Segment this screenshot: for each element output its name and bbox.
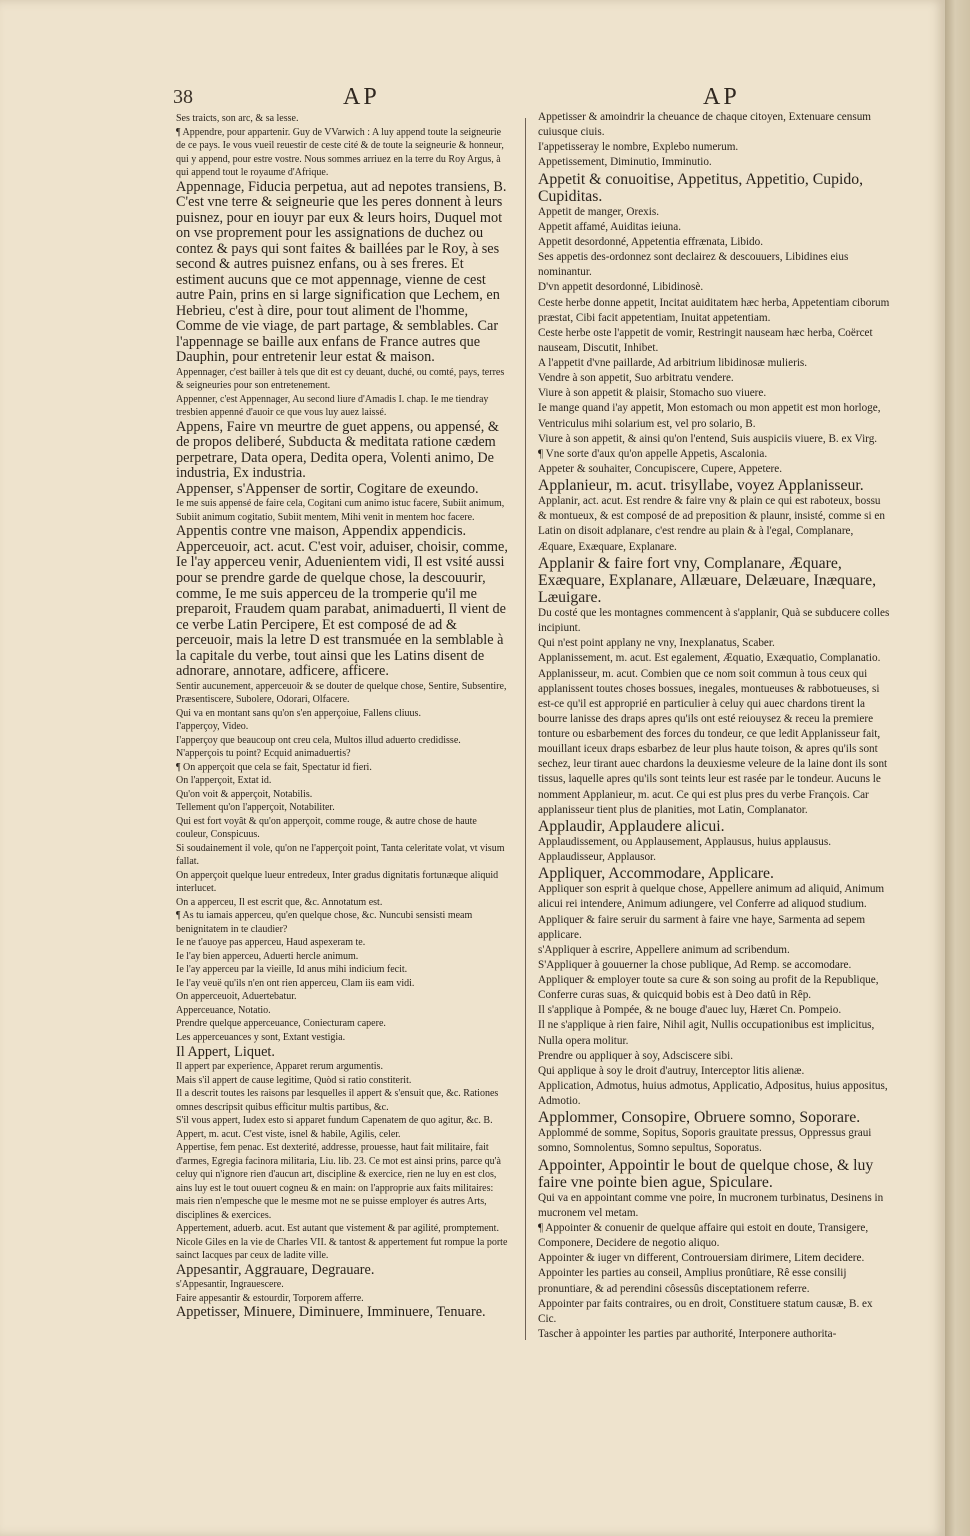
dictionary-entry: Prendre quelque apperceuance, Coniecturam capere. <box>176 1018 386 1030</box>
dictionary-entry: Ie l'ay apperceu par la vieille, Id anus mihi indicium fecit. <box>176 964 408 976</box>
running-head-left: AP <box>343 84 380 110</box>
dictionary-entry: Appetit affamé, Auiditas ieiuna. <box>538 220 682 233</box>
dictionary-entry: Appointer les parties au conseil, Amplius pronûtiare, Rê esse consilij pronuntiare, & ad perendini côsessûs disceptationem referre. <box>538 1267 847 1295</box>
dictionary-entry: D'vn appetit desordonné, Libidinosè. <box>538 281 704 294</box>
left-column <box>176 112 510 1321</box>
dictionary-entry: On l'apperçoit, Extat id. <box>176 775 272 787</box>
dictionary-entry: Appenner, c'est Appennager, Au second liure d'Amadis I. chap. Ie me tiendray tresbien appenné d'auoir ce que vous luy auez laissé. <box>176 393 489 419</box>
dictionary-entry: Mais s'il appert de cause legitime, Quòd si ratio constiterit. <box>176 1074 412 1086</box>
dictionary-entry: Ie l'ay veuë qu'ils n'en ont rien apperceu, Clam iis eam vidi. <box>176 977 415 989</box>
dictionary-entry: Sentir aucunement, apperceuoir & se douter de quelque chose, Sentire, Subsentire, Præsentiscere, Subolere, Odorari, Olfacere. <box>176 680 507 706</box>
dictionary-entry: Ses traicts, son arc, & sa lesse. <box>176 113 299 124</box>
dictionary-entry: Qui n'est point applany ne vny, Inexplanatus, Scaber. <box>538 637 775 650</box>
dictionary-entry: Faire appesantir & estourdir, Torporem afferre. <box>176 1292 364 1304</box>
dictionary-entry: s'Appliquer à escrire, Appellere animum ad scribendum. <box>538 943 790 956</box>
dictionary-entry: Appetit & conuoitise, Appetitus, Appetitio, Cupido, Cupiditas. <box>538 170 864 205</box>
dictionary-entry: Applommer, Consopire, Obruere somno, Soporare. <box>538 1109 861 1127</box>
dictionary-entry: Appennager, c'est bailler à tels que dit est cy deuant, duché, ou comté, pays, terres & seigneuries pour son entretenement. <box>176 366 505 392</box>
dictionary-entry: Ceste herbe donne appetit, Incitat auiditatem hæc herba, Appetentiam ciborum præstat, Cibi facit appetentiam, Inuitat appetentiam. <box>538 296 890 324</box>
dictionary-entry: Appentis contre vne maison, Appendix appendicis. <box>176 523 467 540</box>
dictionary-entry: Appennage, Fiducia perpetua, aut ad nepotes transiens, B. C'est vne terre & seigneurie que les peres donnent à leurs puisnez, pour en iouyr par eux & leurs hoirs, Duquel mot on vse proprement pour les assignations de duchez ou contez & pays qui sont faites & baillées par le Roy, à ses second & autres puisnez enfans, ou à ses freres. Et estiment aucuns que ce mot appennage, vienne de cest autre Pain, prins en si large signification que Lechem, en Hebrieu, c'est à dire, pour tout aliment de l'homme, Comme de vie viage, de part partage, & semblables. Car l'appennage se baille aux enfans de France autres que Dauphin, pour entretenir leur estat & maison. <box>176 178 507 366</box>
page-edge <box>945 0 970 1536</box>
dictionary-entry: Il appert par experience, Apparet rerum argumentis. <box>176 1061 383 1073</box>
dictionary-entry: Appens, Faire vn meurtre de guet appens, ou appensé, & de propos deliberé, Subducta & meditata ratione cædem perpetrare, Data opera, Dedita opera, Volenti animo, De industria, Ex industria. <box>176 418 499 482</box>
dictionary-entry: Appliquer, Accommodare, Applicare. <box>538 865 774 883</box>
dictionary-entry: Ceste herbe oste l'appetit de vomir, Restringit nauseam hæc herba, Coërcet nauseam, Discutit, Inhibet. <box>538 326 873 354</box>
dictionary-entry: Appesantir, Aggrauare, Degrauare. <box>176 1261 375 1278</box>
dictionary-entry: Du costé que les montagnes commencent à s'applanir, Quà se subducere colles incipiunt. <box>538 607 890 635</box>
dictionary-entry: Viure à son appetit & plaisir, Stomacho suo viuere. <box>538 387 767 400</box>
dictionary-entry: Ie mange quand i'ay appetit, Mon estomach ou mon appetit est mon horloge, Ventriculus mihi solarium est, vel pro solario, B. <box>538 402 881 430</box>
dictionary-entry: Appointer & iuger vn different, Controuersiam dirimere, Litem decidere. <box>538 1252 865 1265</box>
dictionary-entry: Ie ne t'auoye pas apperceu, Haud aspexeram te. <box>176 937 366 949</box>
dictionary-entry: Tellement qu'on l'apperçoit, Notabiliter. <box>176 802 335 814</box>
dictionary-entry: Qui est fort voyât & qu'on apperçoit, comme rouge, & autre chose de haute couleur, Conspicuus. <box>176 815 477 841</box>
dictionary-entry: Qu'on voit & apperçoit, Notabilis. <box>176 788 313 800</box>
dictionary-entry: Qui va en appointant comme vne poire, In mucronem turbinatus, Desinens in mucronem vel metam. <box>538 1191 884 1219</box>
dictionary-entry: Applommé de somme, Sopitus, Soporis grauitate pressus, Oppressus graui somno, Somnolentus, Somno sepultus, Soporatus. <box>538 1127 872 1155</box>
dictionary-entry: Appertement, aduerb. acut. Est autant que vistement & par agilité, promptement. Nicole Giles en la vie de Charles VII. & tantost & appertement fut rompue la porte sainct Iacques par ceux de ladite ville. <box>176 1223 508 1262</box>
page-number: 38 <box>173 86 193 108</box>
dictionary-entry: I'apperçoy, Video. <box>176 721 249 733</box>
dictionary-entry: Applanissement, m. acut. Est egalement, Æquatio, Exæquatio, Complanatio. <box>538 652 881 665</box>
dictionary-entry: Tascher à appointer les parties par authorité, Interponere authorita- <box>538 1327 837 1340</box>
column-rule <box>525 118 526 1340</box>
dictionary-entry: Applanieur, m. acut. trisyllabe, voyez Applanisseur. <box>538 477 864 494</box>
dictionary-entry: S'il vous appert, Iudex esto si apparet fundum Capenatem de quo agitur, &c. B. <box>176 1115 493 1127</box>
dictionary-entry: Qui applique à soy le droit d'autruy, Interceptor litis alienæ. <box>538 1064 805 1077</box>
dictionary-entry: Appliquer & employer toute sa cure & son soing au profit de la Republique, Conferre curas suas, & quicquid bobis est à Deo datû in Rêp. <box>538 974 879 1002</box>
dictionary-entry: Appetit de manger, Orexis. <box>538 205 660 218</box>
dictionary-entry: Les apperceuances y sont, Extant vestigia. <box>176 1032 346 1043</box>
dictionary-entry: Applaudissement, ou Applausement, Applausus, huius applausus. <box>538 835 832 848</box>
dictionary-entry: I'appetisseray le nombre, Explebo numerum. <box>538 141 739 154</box>
dictionary-entry: Viure à son appetit, & ainsi qu'on l'entend, Suis auspiciis viuere, B. ex Virg. <box>538 432 878 445</box>
dictionary-entry: Applaudir, Applaudere alicui. <box>538 817 725 835</box>
dictionary-entry: A l'appetit d'vne paillarde, Ad arbitrium libidinosæ mulieris. <box>538 357 808 369</box>
running-head-right: AP <box>703 84 740 110</box>
dictionary-entry: Ses appetis des-ordonnez sont declairez & descouuers, Libidines eius nominantur. <box>538 251 849 279</box>
dictionary-entry: Apperceuance, Notatio. <box>176 1004 271 1016</box>
dictionary-entry: ¶ Appendre, pour appartenir. Guy de VVarwich : A luy append toute la seigneurie de ce pays. Ie vous vueil reuestir de ceste cité & de toute la seigneurie & honneur, qui y append, pour estre vostre. Nous sommes arriuez en la terre du Roy Argus, à qui append tout le royaume d'Afrique. <box>176 126 504 179</box>
dictionary-entry: Appertise, fem penac. Est dexterité, addresse, prouesse, haut fait militaire, fait d'armes, Egregia facinora militaria, Liu. lib. 23. Ce mot est ainsi prins, parce qu'à celuy qui n'ignore rien d'aucun art, discipline & exercice, rien ne luy en est clos, ains luy est le tout ouuert cogneu & en main: on l'approprie aux faits militaires: mais rien n'empesche que le mesme mot ne se puisse employer és autres Arts, disciplines & exercices. <box>176 1142 501 1221</box>
dictionary-entry: On a apperceu, Il est escrit que, &c. Annotatum est. <box>176 896 383 908</box>
dictionary-entry: Il s'applique à Pompée, & ne bouge d'auec luy, Hæret Cn. Pompeio. <box>538 1004 842 1017</box>
dictionary-entry: On apperçoit quelque lueur entredeux, Inter gradus dignitatis fortunæque aliquid interlucet. <box>176 869 499 895</box>
dictionary-entry: Apperceuoir, act. acut. C'est voir, aduiser, choisir, comme, Ie l'ay apperceu venir, Aduenientem vidi, Il est vsité aussi pour se prendre garde de quelque chose, la descouurir, comme, Ie me suis apperceu de la tromperie qu'il me preparoit, Fraudem quam parabat, animaduerti, Il vient de ce verbe Latin Percipere, Et est composé de ad & perceuoir, mais la letre D est transmuée en la semblable à la capitale du verbe, tout ainsi que les Latins disent de adnorare, annotare, adficere, afficere. <box>176 538 508 680</box>
dictionary-entry: s'Appesantir, Ingrauescere. <box>176 1279 284 1291</box>
dictionary-entry: Applanisseur, m. acut. Combien que ce nom soit commun à tous ceux qui applanissent toutes choses bossues, inegales, montueuses & rabbotueuses, si est-ce qu'il est approprié en particulier à celuy qui auec chardons tirent la bourre lanisse des draps apres qu'ils ont esté reiouysez & receu la premiere tonture ou esbarbement des forces du tondeur, ce que ledit Applanisseur fait, mouillant iceux draps esbarbez de leur plus haute toison, & apres qu'ils sont sechez, leur tirant auec chardons la deuxiesme veleure de la laine dont ils sont tissus, laquelle apres qu'ils sont teints leur est rasée par le tondeur. Aucuns le nomment Applanieur, m. acut. Ce qui est plus pres du verbe François. Car applanisseur tient plus de planities, mot Latin, Complanator. <box>538 667 888 816</box>
dictionary-entry: Appetit desordonné, Appetentia effrænata, Libido. <box>538 236 764 248</box>
dictionary-entry: Si soudainement il vole, qu'on ne l'apperçoit point, Tanta celeritate volat, vt visum fallat. <box>176 842 505 868</box>
dictionary-entry: Appointer par faits contraires, ou en droit, Constituere statum causæ, B. ex Cic. <box>538 1297 873 1325</box>
dictionary-entry: Ie me suis appensé de faire cela, Cogitani cum animo istuc facere, Subiit animum, Subiit animum cogitatio, Subiit mentem, Mihi venit in mentem hoc facere. <box>176 498 505 523</box>
dictionary-entry: Appert, m. acut. C'est viste, isnel & habile, Agilis, celer. <box>176 1128 401 1140</box>
dictionary-entry: ¶ As tu iamais apperceu, qu'en quelque chose, &c. Nuncubi sensisti meam benignitatem in te claudier? <box>176 910 473 935</box>
dictionary-entry: Appliquer son esprit à quelque chose, Appellere animum ad aliquid, Animum alicui rei intendere, Animum adiungere, vel Conferre ad aliquod studium. <box>538 883 885 911</box>
dictionary-entry: Il Appert, Liquet. <box>176 1043 275 1060</box>
dictionary-entry: Il ne s'applique à rien faire, Nihil agit, Nullis occupationibus est implicitus, Nulla opera molitur. <box>538 1019 875 1047</box>
dictionary-entry: S'Appliquer à gouuerner la chose publique, Ad Remp. se accomodare. <box>538 958 852 971</box>
dictionary-entry: On apperceuoit, Aduertebatur. <box>176 991 297 1003</box>
dictionary-entry: Prendre ou appliquer à soy, Adsciscere sibi. <box>538 1049 734 1062</box>
dictionary-entry: Appetisser & amoindrir la cheuance de chaque citoyen, Extenuare censum cuiusque ciuis. <box>538 111 872 139</box>
dictionary-entry: Ie l'ay bien apperceu, Aduerti hercle animum. <box>176 950 359 962</box>
dictionary-entry: Appeter & souhaiter, Concupiscere, Cupere, Appetere. <box>538 462 783 475</box>
dictionary-entry: Il a descrit toutes les raisons par lesquelles il appert & s'ensuit que, &c. Rationes omnes descripsit quibus efficitur multis partibus, &c. <box>176 1088 499 1113</box>
dictionary-entry: Appointer, Appointir le bout de quelque chose, & luy faire vne pointe bien ague, Spiculare. <box>538 1156 874 1191</box>
dictionary-entry: Application, Admotus, huius admotus, Applicatio, Adpositus, huius appositus, Admotio. <box>538 1079 888 1107</box>
dictionary-entry: ¶ On apperçoit que cela se fait, Spectatur id fieri. <box>176 761 372 773</box>
dictionary-entry: Applaudisseur, Applausor. <box>538 851 656 863</box>
dictionary-entry: Appetisser, Minuere, Diminuere, Imminuere, Tenuare. <box>176 1304 486 1321</box>
dictionary-entry: Qui va en montant sans qu'on s'en apperçoiue, Fallens cliuus. <box>176 707 421 719</box>
dictionary-entry: N'apperçois tu point? Ecquid animaduertis? <box>176 748 351 760</box>
dictionary-entry: Appetissement, Diminutio, Imminutio. <box>538 156 712 169</box>
dictionary-entry: ¶ Appointer & conuenir de quelque affaire qui estoit en doute, Transigere, Componere, Decidere de negotio aliquo. <box>538 1222 869 1250</box>
dictionary-entry: Appenser, s'Appenser de sortir, Cogitare de exeundo. <box>176 480 479 497</box>
dictionary-entry: I'apperçoy que beaucoup ont creu cela, Multos illud aduerto credidisse. <box>176 734 461 746</box>
dictionary-entry: ¶ Vne sorte d'aux qu'on appelle Appetis, Ascalonia. <box>538 447 768 460</box>
dictionary-entry: Applanir & faire fort vny, Complanare, Æquare, Exæquare, Explanare, Allæuare, Delæuare, Inæquare, Læuigare. <box>538 554 877 606</box>
dictionary-entry: Vendre à son appetit, Suo arbitratu vendere. <box>538 372 734 385</box>
dictionary-entry: Appliquer & faire seruir du sarment à faire vne haye, Sarmenta ad sepem applicare. <box>538 913 866 941</box>
dictionary-entry: Applanir, act. acut. Est rendre & faire vny & plain ce qui est raboteux, bossu & montueux, & est composé de ad preposition & plaunr, insisté, comme si en Latin on disoit adplanare, c'est rendre au plain & à l'egal, Complanare, Æquare, Exæquare, Explanare. <box>538 495 885 553</box>
right-column <box>538 110 892 1342</box>
